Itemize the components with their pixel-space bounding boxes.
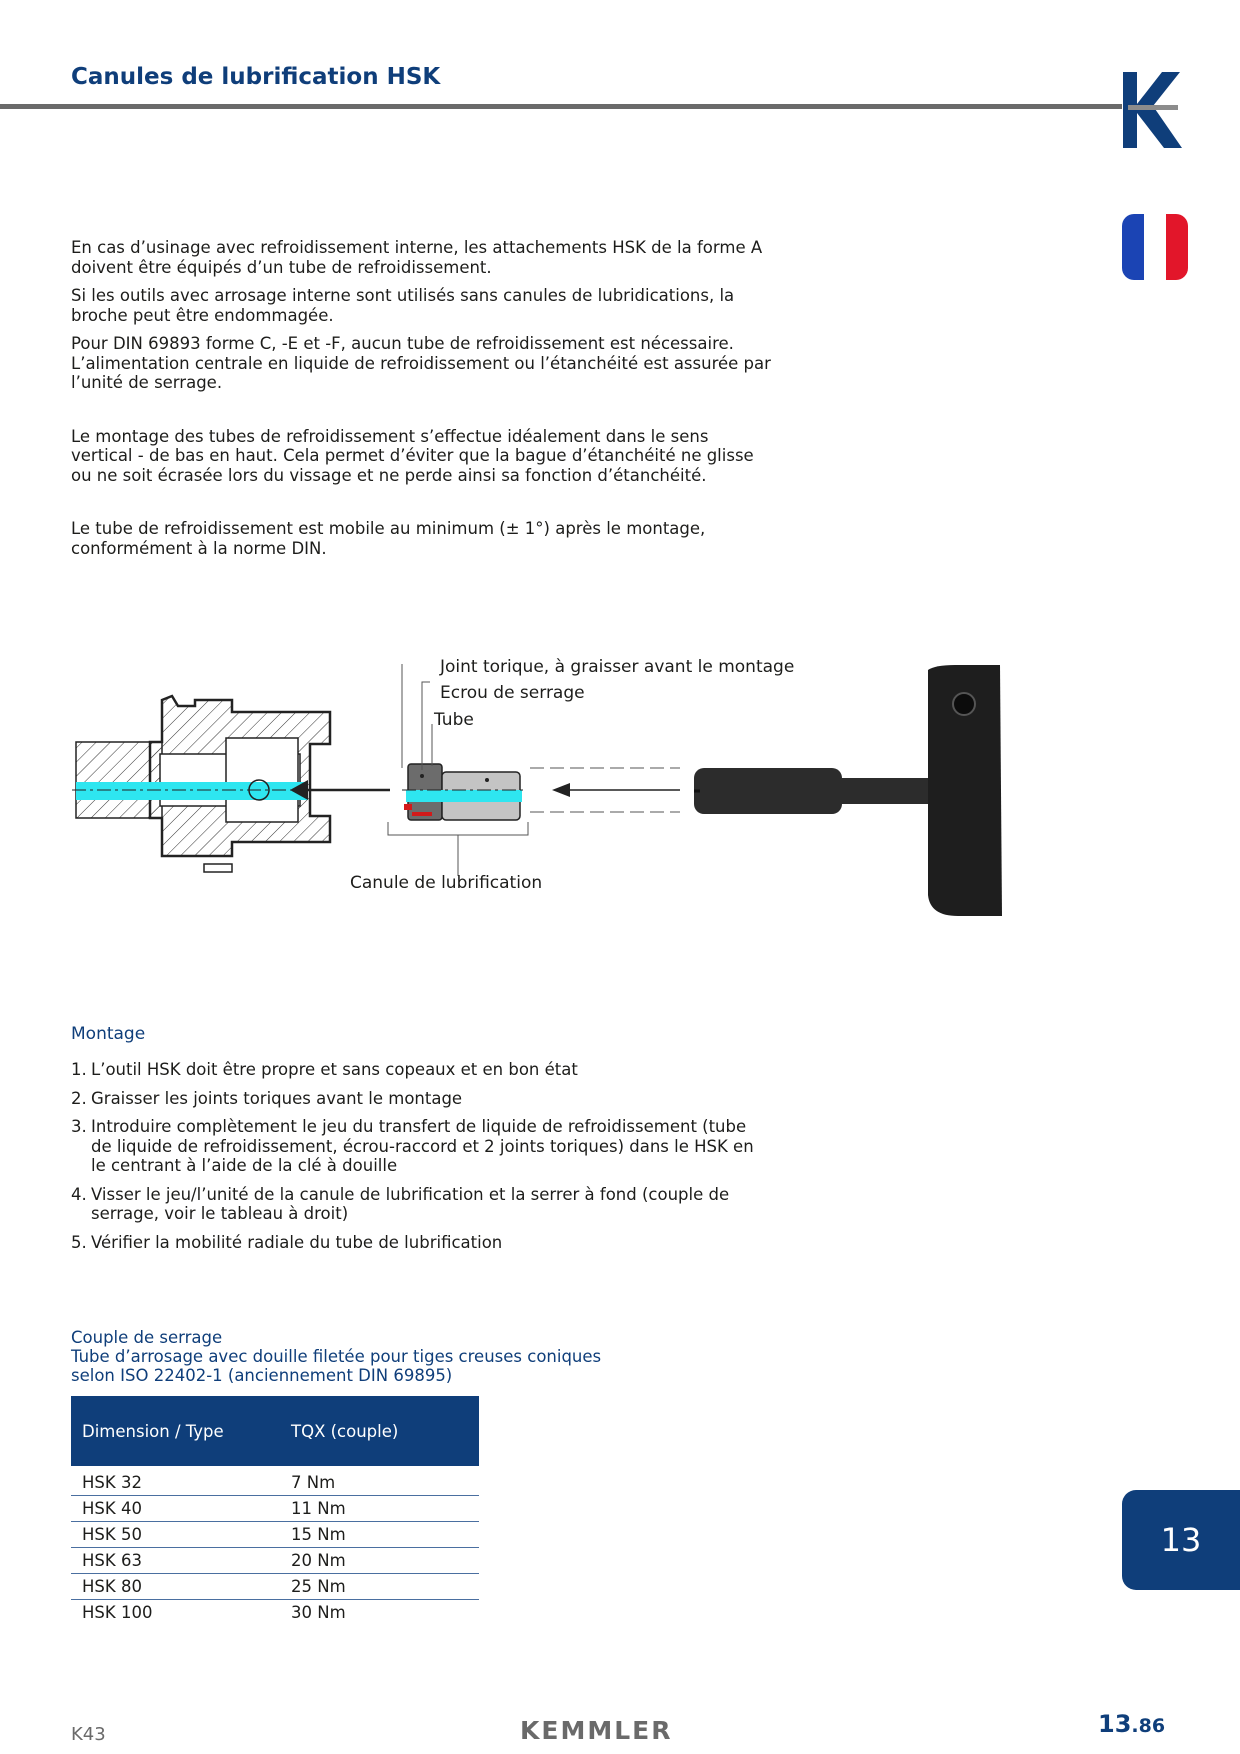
tool-guide-lines xyxy=(530,768,680,812)
torque-table xyxy=(71,1396,479,1625)
intro-text xyxy=(71,238,771,567)
cell-torque: 30 Nm xyxy=(291,1603,346,1622)
caption-line: selon ISO 22402-1 (anciennement DIN 69895) xyxy=(71,1366,453,1385)
cell-dimension: HSK 40 xyxy=(71,1496,280,1522)
hsk-holder-section xyxy=(72,696,330,872)
table-row xyxy=(71,1496,479,1522)
label-nut: Ecrou de serrage xyxy=(440,683,585,703)
step-text: L’outil HSK doit être propre et sans copeaux et en bon état xyxy=(91,1060,578,1079)
table-row xyxy=(71,1548,479,1574)
step-number: 2. xyxy=(71,1088,87,1108)
step-text: Vérifier la mobilité radiale du tube de lubrification xyxy=(91,1232,503,1252)
column-header-dimension: Dimension / Type xyxy=(71,1396,280,1466)
intro-paragraph: Si les outils avec arrosage interne sont utilisés sans canules de lubridications, la broche peut être endommagée. xyxy=(71,286,735,325)
chapter-tab: 13 xyxy=(1122,1490,1240,1590)
header-rule xyxy=(0,104,1122,109)
label-tube: Tube xyxy=(434,710,474,730)
footer-code: K43 xyxy=(71,1724,106,1745)
socket-wrench xyxy=(694,665,1002,916)
french-flag-icon xyxy=(1122,214,1188,280)
list-item xyxy=(71,1185,771,1224)
footer-brand-logo: KEMMLER xyxy=(520,1716,673,1745)
cell-torque: 15 Nm xyxy=(280,1522,479,1548)
list-item xyxy=(71,1089,771,1109)
cell-torque: 20 Nm xyxy=(280,1548,479,1574)
cell-dimension: HSK 100 xyxy=(82,1603,153,1622)
step-text: Graisser les joints toriques avant le montage xyxy=(91,1088,463,1108)
label-canule: Canule de lubrification xyxy=(350,873,543,893)
list-item xyxy=(71,1117,771,1176)
page-number xyxy=(1098,1710,1165,1738)
intro-paragraph: En cas d’usinage avec refroidissement interne, les attachements HSK de la forme A doivent être équipés d’un tube de refroidissement. xyxy=(71,238,763,277)
list-item xyxy=(71,1233,771,1253)
assembly-diagram xyxy=(0,640,1240,940)
cell-dimension: HSK 50 xyxy=(71,1522,280,1548)
intro-paragraph: Le tube de refroidissement est mobile au minimum (± 1°) après le montage, conformément à la norme DIN. xyxy=(71,519,706,558)
montage-heading: Montage xyxy=(71,1024,146,1044)
step-number: 4. xyxy=(71,1184,87,1204)
cell-dimension: HSK 32 xyxy=(71,1466,280,1496)
page-number-minor: .86 xyxy=(1131,1715,1166,1737)
montage-steps xyxy=(71,1060,771,1261)
cell-dimension: HSK 63 xyxy=(71,1548,280,1574)
insert-arrow-left xyxy=(290,780,390,800)
step-number: 5. xyxy=(71,1232,87,1252)
cell-torque: 7 Nm xyxy=(280,1466,479,1496)
table-row xyxy=(71,1466,479,1496)
caption-line: Tube d’arrosage avec douille filetée pour tiges creuses coniques xyxy=(71,1347,602,1366)
cell-dimension: HSK 80 xyxy=(71,1574,280,1600)
table-row xyxy=(71,1522,479,1548)
step-text: Introduire complètement le jeu du transfert de liquide de refroidissement (tube de liquide de refroidissement, écrou-raccord et 2 joints toriques) dans le HSK en le centrant à l’aide de la clé à douille xyxy=(91,1117,754,1175)
label-oring: Joint torique, à graisser avant le montage xyxy=(440,657,795,677)
table-row xyxy=(71,1600,479,1626)
intro-paragraph: Pour DIN 69893 forme C, -E et -F, aucun tube de refroidissement est nécessaire. L’alimentation centrale en liquide de refroidissement ou l’étanchéité est assurée par l’unité de serrage. xyxy=(71,334,771,392)
list-item xyxy=(71,1060,771,1080)
column-header-torque: TQX (couple) xyxy=(280,1396,479,1466)
caption-title: Couple de serrage xyxy=(71,1328,223,1347)
kemmler-k-logo xyxy=(1120,70,1190,150)
intro-paragraph: Le montage des tubes de refroidissement s’effectue idéalement dans le sens vertical - de bas en haut. Cela permet d’éviter que la bague d’étanchéité ne glisse ou ne soit écrasée lors du vissage et ne perde ainsi sa fonction d’étanchéité. xyxy=(71,426,754,485)
page-title: Canules de lubrification HSK xyxy=(71,64,441,90)
torque-table-caption xyxy=(71,1328,671,1385)
lubrication-tube-assembly xyxy=(402,764,524,820)
cell-torque: 11 Nm xyxy=(280,1496,479,1522)
cell-torque: 25 Nm xyxy=(280,1574,479,1600)
step-number: 3. xyxy=(71,1117,87,1136)
page-number-major: 13 xyxy=(1098,1710,1132,1738)
table-row xyxy=(71,1574,479,1600)
step-number: 1. xyxy=(71,1060,87,1079)
step-text: Visser le jeu/l’unité de la canule de lubrification et la serrer à fond (couple de serrage, voir le tableau à droit) xyxy=(91,1184,730,1223)
